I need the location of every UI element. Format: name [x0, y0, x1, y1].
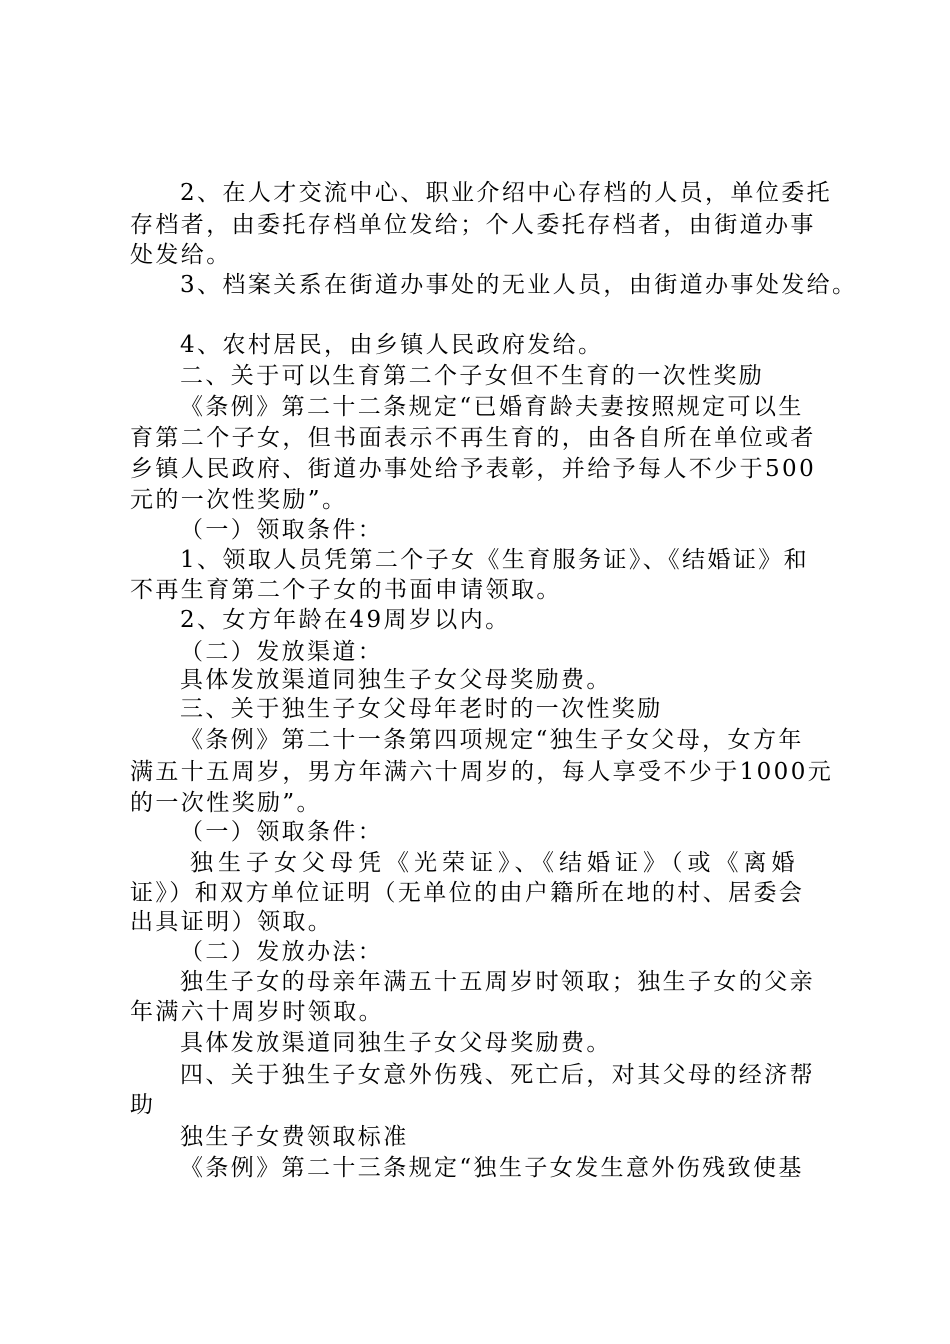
text-line: 《条例》第二十三条规定“独生子女发生意外伤残致使基 [180, 1155, 804, 1181]
text-line: 不再生育第二个子女的书面申请领取。 [130, 577, 562, 603]
section-heading: 三、关于独生子女父母年老时的一次性奖励 [180, 696, 663, 722]
text-line: 独生子女费领取标准 [180, 1124, 409, 1150]
text-line: 证》）和双方单位证明（无单位的由户籍所在地的村、居委会 [130, 880, 805, 906]
text-line: 具体发放渠道同独生子女父母奖励费。 [180, 1030, 612, 1056]
text-line: 独生子女的母亲年满五十五周岁时领取；独生子女的父亲 [180, 969, 815, 995]
text-line: 具体发放渠道同独生子女父母奖励费。 [180, 667, 612, 693]
text-line: 元的一次性奖励”。 [130, 487, 348, 513]
section-heading: 二、关于可以生育第二个子女但不生育的一次性奖励 [180, 363, 765, 389]
text-line: 《条例》第二十一条第四项规定“独生子女父母，女方年 [180, 727, 804, 753]
text-line: 的一次性奖励”。 [130, 790, 322, 816]
text-line: 2、在人才交流中心、职业介绍中心存档的人员，单位委托 [180, 180, 833, 206]
subheading: （一）领取条件： [180, 517, 384, 543]
text-line: 出具证明）领取。 [130, 909, 334, 935]
text-line: 育第二个子女，但书面表示不再生育的，由各自所在单位或者 [130, 425, 816, 451]
text-line: 处发给。 [130, 242, 232, 268]
section-heading: 助 [130, 1092, 156, 1118]
text-line: 乡镇人民政府、街道办事处给予表彰，并给予每人不少于500 [130, 456, 817, 482]
subheading: （二）发放渠道： [180, 639, 384, 665]
text-line: 4、农村居民，由乡镇人民政府发给。 [180, 332, 604, 358]
text-line: 满五十五周岁，男方年满六十周岁的，每人享受不少于1000元 [130, 759, 834, 785]
subheading: （一）领取条件： [180, 819, 384, 845]
subheading: （二）发放办法： [180, 939, 384, 965]
text-line: 《条例》第二十二条规定“已婚育龄夫妻按照规定可以生 [180, 394, 804, 420]
text-line: 存档者，由委托存档单位发给；个人委托存档者，由街道办事 [130, 212, 816, 238]
text-line: 年满六十周岁时领取。 [130, 999, 384, 1025]
text-line: 独生子女父母凭《光荣证》、《结婚证》（或《离婚 [190, 850, 800, 876]
text-line: 2、女方年龄在49周岁以内。 [180, 607, 511, 633]
text-line: 3、档案关系在街道办事处的无业人员，由街道办事处发给。 [180, 272, 858, 298]
text-line: 1、领取人员凭第二个子女《生育服务证》、《结婚证》和 [180, 547, 810, 573]
section-heading: 四、关于独生子女意外伤残、死亡后，对其父母的经济帮 [180, 1062, 815, 1088]
